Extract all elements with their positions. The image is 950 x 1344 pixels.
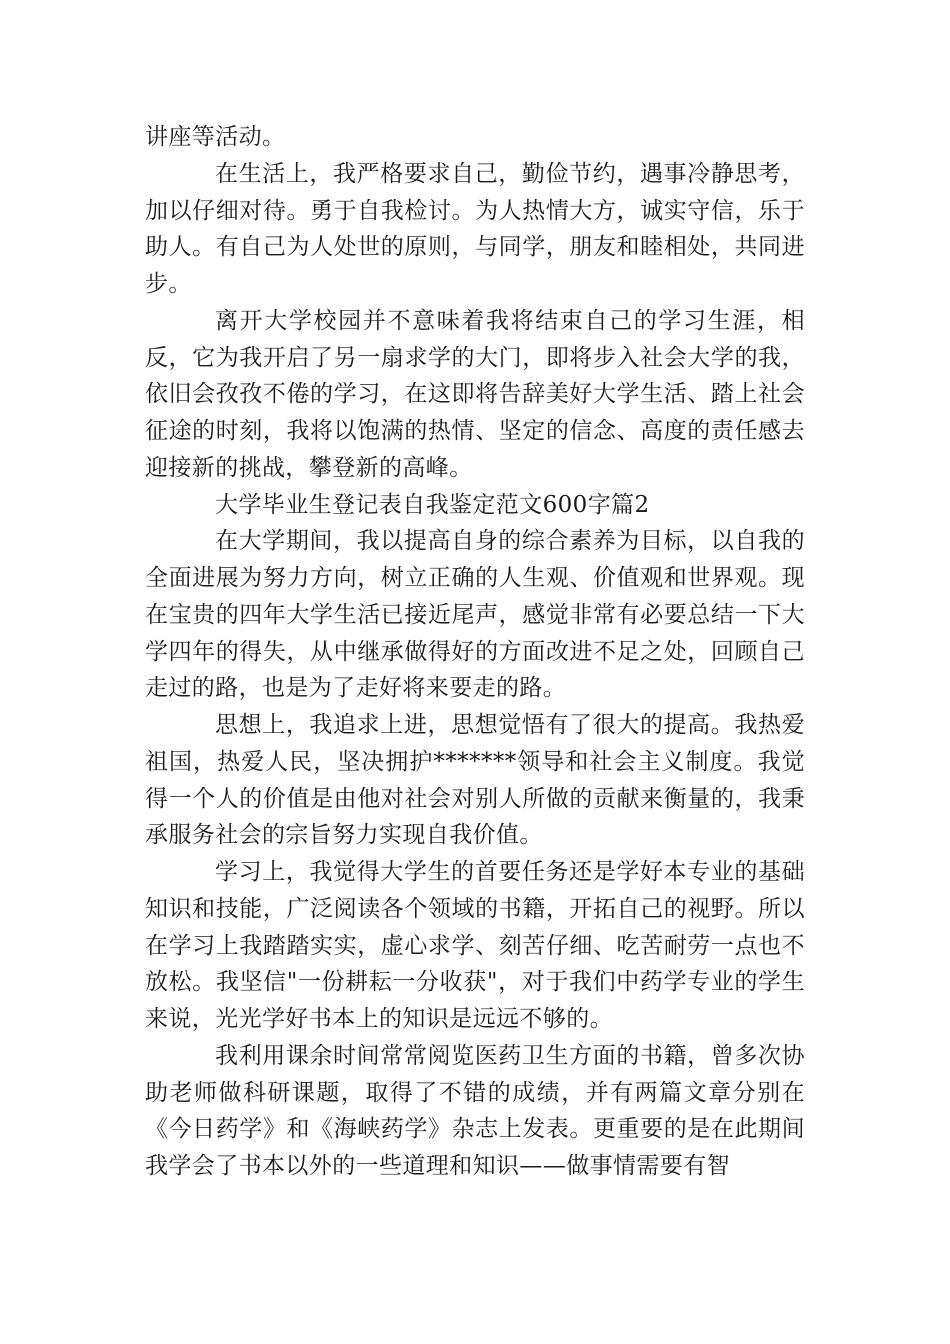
section-heading: 大学毕业生登记表自我鉴定范文600字篇2 [215,491,650,518]
document-body [145,119,805,1185]
paragraph-leaving-campus: 离开大学校园并不意味着我将结束自己的学习生涯，相反，它为我开启了另一扇求学的大门，即将步入社会大学的我，依旧会孜孜不倦的学习，在这即将告辞美好大学生活、踏上社会征途的时刻，我将以饱满的热情、坚定的信念、高度的责任感去迎接新的挑战，攀登新的高峰。 [145,307,805,481]
paragraph-research: 我利用课余时间常常阅览医药卫生方面的书籍，曾多次协助老师做科研课题，取得了不错的成绩，并有两篇文章分别在《今日药学》和《海峡药学》杂志上发表。更重要的是在此期间我学会了书本以外的一些道理和知识——做事情需要有智 [145,1042,805,1179]
paragraph-life: 在生活上，我严格要求自己，勤俭节约，遇事冷静思考，加以仔细对待。勇于自我检讨。为人热情大方，诚实守信，乐于助人。有自己为人处世的原则，与同学，朋友和睦相处，共同进步。 [145,160,805,297]
paragraph-university-period: 在大学期间，我以提高自身的综合素养为目标，以自我的全面进展为努力方向，树立正确的人生观、价值观和世界观。现在宝贵的四年大学生活已接近尾声，感觉非常有必要总结一下大学四年的得失，从中继承做得好的方面改进不足之处，回顾自己走过的路，也是为了走好将来要走的路。 [145,528,805,702]
paragraph-ideology: 思想上，我追求上进，思想觉悟有了很大的提高。我热爱祖国，热爱人民，坚决拥护*******领导和社会主义制度。我觉得一个人的价值是由他对社会对别人所做的贡献来衡量的，我秉承服务社会的宗旨努力实现自我价值。 [145,712,805,849]
paragraph-continuation: 讲座等活动。 [145,124,286,150]
paragraph-study: 学习上，我觉得大学生的首要任务还是学好本专业的基础知识和技能，广泛阅读各个领域的书籍，开拓自己的视野。所以在学习上我踏踏实实，虚心求学、刻苦仔细、吃苦耐劳一点也不放松。我坚信"一份耕耘一分收获"，对于我们中药学专业的学生来说，光光学好书本上的知识是远远不够的。 [145,859,805,1032]
